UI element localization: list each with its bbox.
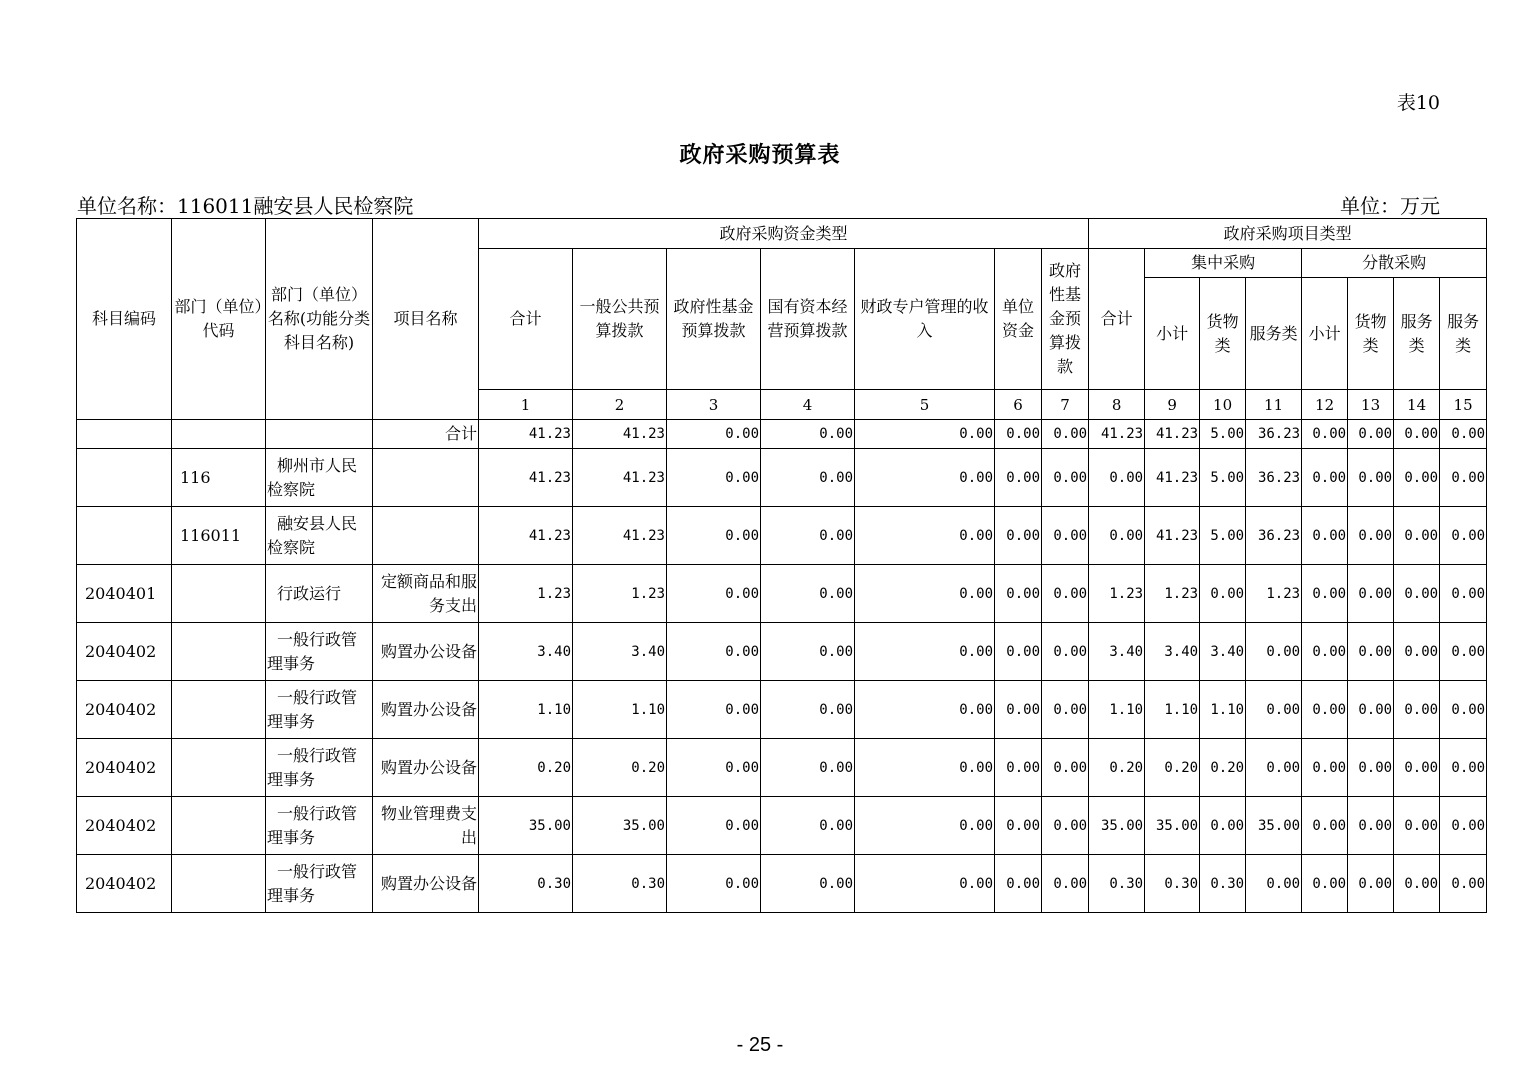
value-cell: 0.00	[995, 623, 1042, 681]
subject-code-cell: 2040402	[77, 797, 172, 855]
value-cell: 0.00	[761, 623, 855, 681]
dept-name-cell: 一般行政管理事务	[266, 739, 373, 797]
column-number: 11	[1246, 390, 1302, 420]
value-cell: 0.00	[1246, 681, 1302, 739]
value-cell: 41.23	[1145, 449, 1200, 507]
value-cell: 1.10	[1200, 681, 1246, 739]
header-general-budget: 一般公共预算拨款	[573, 249, 667, 390]
value-cell: 0.00	[1440, 681, 1487, 739]
value-cell: 0.00	[1302, 449, 1348, 507]
value-cell: 35.00	[573, 797, 667, 855]
value-cell: 0.30	[1145, 855, 1200, 913]
value-cell: 0.00	[1394, 681, 1440, 739]
value-cell: 0.00	[1394, 565, 1440, 623]
value-cell: 0.00	[1348, 507, 1394, 565]
value-cell: 0.00	[995, 565, 1042, 623]
value-cell: 0.00	[1348, 739, 1394, 797]
value-cell: 0.00	[1042, 507, 1089, 565]
header-scattered-services-2: 服务类	[1440, 278, 1487, 390]
dept-name-cell: 一般行政管理事务	[266, 623, 373, 681]
value-cell: 0.00	[855, 507, 995, 565]
value-cell: 0.00	[1302, 507, 1348, 565]
value-cell: 0.00	[995, 739, 1042, 797]
dept-code-cell	[172, 623, 266, 681]
project-name-cell: 合计	[373, 420, 479, 449]
project-name-cell	[373, 449, 479, 507]
value-cell: 41.23	[1089, 420, 1145, 449]
value-cell: 0.00	[1394, 739, 1440, 797]
value-cell: 1.23	[1246, 565, 1302, 623]
dept-name-cell	[266, 420, 373, 449]
table-body	[77, 219, 1487, 913]
value-cell: 0.00	[1440, 623, 1487, 681]
value-cell: 1.10	[1145, 681, 1200, 739]
value-cell: 0.00	[855, 855, 995, 913]
value-cell: 0.00	[1394, 449, 1440, 507]
value-cell: 0.00	[1394, 623, 1440, 681]
header-centralized: 集中采购	[1145, 249, 1302, 278]
value-cell: 41.23	[479, 507, 573, 565]
value-cell: 0.00	[667, 855, 761, 913]
dept-code-cell: 116011	[172, 507, 266, 565]
value-cell: 0.00	[1302, 565, 1348, 623]
value-cell: 1.23	[479, 565, 573, 623]
value-cell: 0.00	[667, 623, 761, 681]
value-cell: 41.23	[479, 449, 573, 507]
column-number: 6	[995, 390, 1042, 420]
value-cell: 0.00	[995, 797, 1042, 855]
column-number: 7	[1042, 390, 1089, 420]
value-cell: 1.23	[1089, 565, 1145, 623]
value-cell: 0.20	[479, 739, 573, 797]
value-cell: 0.00	[1302, 855, 1348, 913]
header-scattered-goods: 货物类	[1348, 278, 1394, 390]
header-fund-total: 合计	[479, 249, 573, 390]
subject-code-cell: 2040402	[77, 855, 172, 913]
value-cell: 36.23	[1246, 449, 1302, 507]
header-scattered-subtotal: 小计	[1302, 278, 1348, 390]
header-project-name: 项目名称	[373, 219, 479, 420]
dept-code-cell	[172, 739, 266, 797]
value-cell: 0.00	[1394, 507, 1440, 565]
value-cell: 0.00	[855, 623, 995, 681]
value-cell: 5.00	[1200, 507, 1246, 565]
value-cell: 0.00	[761, 855, 855, 913]
value-cell: 35.00	[1246, 797, 1302, 855]
header-state-capital: 国有资本经营预算拨款	[761, 249, 855, 390]
header-dept-code: 部门（单位）代码	[172, 219, 266, 420]
value-cell: 0.00	[995, 681, 1042, 739]
value-cell: 0.00	[1042, 420, 1089, 449]
value-cell: 0.00	[1042, 565, 1089, 623]
dept-name-cell: 融安县人民检察院	[266, 507, 373, 565]
subject-code-cell	[77, 420, 172, 449]
dept-code-cell	[172, 797, 266, 855]
header-gov-fund: 政府性基金预算拨款	[667, 249, 761, 390]
value-cell: 0.00	[667, 420, 761, 449]
value-cell: 1.10	[573, 681, 667, 739]
value-cell: 1.10	[1089, 681, 1145, 739]
column-number: 2	[573, 390, 667, 420]
column-number: 13	[1348, 390, 1394, 420]
value-cell: 0.00	[1394, 855, 1440, 913]
header-centralized-services: 服务类	[1246, 278, 1302, 390]
table-row	[77, 855, 1487, 913]
value-cell: 0.00	[995, 507, 1042, 565]
value-cell: 0.20	[1145, 739, 1200, 797]
table-row	[77, 739, 1487, 797]
table-row	[77, 681, 1487, 739]
value-cell: 41.23	[573, 420, 667, 449]
value-cell: 0.00	[1348, 623, 1394, 681]
value-cell: 0.00	[1348, 797, 1394, 855]
unit-label: 单位：万元	[1340, 194, 1440, 218]
value-cell: 0.00	[1042, 681, 1089, 739]
subject-code-cell: 2040402	[77, 739, 172, 797]
value-cell: 0.20	[1200, 739, 1246, 797]
header-fund-type-group: 政府采购资金类型	[479, 219, 1089, 249]
header-dept-name: 部门（单位）名称(功能分类科目名称)	[266, 219, 373, 420]
value-cell: 0.00	[1302, 797, 1348, 855]
table-row	[77, 797, 1487, 855]
value-cell: 0.20	[1089, 739, 1145, 797]
column-number: 4	[761, 390, 855, 420]
dept-code-cell	[172, 565, 266, 623]
value-cell: 0.00	[1440, 507, 1487, 565]
value-cell: 3.40	[1200, 623, 1246, 681]
value-cell: 0.00	[761, 739, 855, 797]
value-cell: 5.00	[1200, 420, 1246, 449]
value-cell: 0.00	[667, 739, 761, 797]
value-cell: 0.00	[761, 565, 855, 623]
value-cell: 0.00	[855, 681, 995, 739]
value-cell: 0.00	[1200, 797, 1246, 855]
value-cell: 0.00	[1440, 449, 1487, 507]
value-cell: 0.00	[761, 449, 855, 507]
procurement-budget-table	[76, 218, 1487, 913]
header-centralized-subtotal: 小计	[1145, 278, 1200, 390]
header-unit-funds: 单位资金	[995, 249, 1042, 390]
value-cell: 0.00	[855, 420, 995, 449]
subject-code-cell: 2040401	[77, 565, 172, 623]
value-cell: 0.30	[573, 855, 667, 913]
value-cell: 3.40	[573, 623, 667, 681]
value-cell: 0.00	[761, 420, 855, 449]
header-project-total: 合计	[1089, 249, 1145, 390]
value-cell: 0.00	[1246, 739, 1302, 797]
value-cell: 0.00	[1042, 855, 1089, 913]
project-name-cell: 购置办公设备	[373, 855, 479, 913]
value-cell: 3.40	[479, 623, 573, 681]
column-number: 15	[1440, 390, 1487, 420]
value-cell: 0.00	[1348, 681, 1394, 739]
header-scattered: 分散采购	[1302, 249, 1487, 278]
value-cell: 0.00	[1200, 565, 1246, 623]
value-cell: 0.00	[1440, 420, 1487, 449]
value-cell: 0.00	[1394, 420, 1440, 449]
project-name-cell: 定额商品和服务支出	[373, 565, 479, 623]
value-cell: 0.00	[667, 797, 761, 855]
value-cell: 0.00	[1302, 420, 1348, 449]
project-name-cell	[373, 507, 479, 565]
value-cell: 3.40	[1145, 623, 1200, 681]
value-cell: 0.00	[1348, 565, 1394, 623]
value-cell: 0.00	[1348, 449, 1394, 507]
project-name-cell: 购置办公设备	[373, 623, 479, 681]
value-cell: 0.20	[573, 739, 667, 797]
dept-name-cell: 柳州市人民检察院	[266, 449, 373, 507]
value-cell: 0.00	[761, 797, 855, 855]
project-name-cell: 物业管理费支出	[373, 797, 479, 855]
value-cell: 35.00	[1145, 797, 1200, 855]
value-cell: 0.00	[1042, 739, 1089, 797]
value-cell: 0.00	[1089, 507, 1145, 565]
column-number: 9	[1145, 390, 1200, 420]
page-number: - 25 -	[736, 1034, 784, 1056]
value-cell: 0.00	[761, 507, 855, 565]
value-cell: 0.00	[1089, 449, 1145, 507]
value-cell: 0.00	[1246, 855, 1302, 913]
column-number: 3	[667, 390, 761, 420]
value-cell: 0.00	[667, 565, 761, 623]
column-number: 12	[1302, 390, 1348, 420]
dept-name-cell: 行政运行	[266, 565, 373, 623]
table-row	[77, 623, 1487, 681]
subject-code-cell: 2040402	[77, 681, 172, 739]
value-cell: 0.00	[667, 449, 761, 507]
header-centralized-goods: 货物类	[1200, 278, 1246, 390]
value-cell: 36.23	[1246, 420, 1302, 449]
value-cell: 0.00	[1302, 739, 1348, 797]
value-cell: 0.00	[1042, 623, 1089, 681]
value-cell: 41.23	[479, 420, 573, 449]
table-row	[77, 507, 1487, 565]
unit-name: 单位名称：116011融安县人民检察院	[77, 194, 414, 218]
table-row	[77, 565, 1487, 623]
value-cell: 0.00	[995, 855, 1042, 913]
value-cell: 0.00	[1042, 797, 1089, 855]
header-gov-fund-budget: 政府性基金预算拨款	[1042, 249, 1089, 390]
value-cell: 0.30	[1089, 855, 1145, 913]
value-cell: 1.23	[573, 565, 667, 623]
value-cell: 0.00	[1440, 739, 1487, 797]
value-cell: 0.00	[995, 420, 1042, 449]
header-scattered-services-1: 服务类	[1394, 278, 1440, 390]
table-row	[77, 420, 1487, 449]
value-cell: 1.23	[1145, 565, 1200, 623]
dept-name-cell: 一般行政管理事务	[266, 797, 373, 855]
value-cell: 1.10	[479, 681, 573, 739]
dept-code-cell	[172, 855, 266, 913]
page-title: 政府采购预算表	[679, 142, 841, 168]
header-project-type-group: 政府采购项目类型	[1089, 219, 1487, 249]
value-cell: 0.00	[1440, 565, 1487, 623]
value-cell: 0.00	[1246, 623, 1302, 681]
value-cell: 0.00	[855, 739, 995, 797]
value-cell: 0.30	[1200, 855, 1246, 913]
value-cell: 41.23	[1145, 420, 1200, 449]
value-cell: 0.00	[1440, 855, 1487, 913]
value-cell: 0.00	[761, 681, 855, 739]
value-cell: 0.00	[1348, 855, 1394, 913]
value-cell: 0.00	[855, 449, 995, 507]
value-cell: 5.00	[1200, 449, 1246, 507]
value-cell: 0.00	[1394, 797, 1440, 855]
table-row	[77, 449, 1487, 507]
project-name-cell: 购置办公设备	[373, 681, 479, 739]
value-cell: 0.00	[855, 797, 995, 855]
subject-code-cell: 2040402	[77, 623, 172, 681]
value-cell: 0.00	[667, 507, 761, 565]
column-number: 10	[1200, 390, 1246, 420]
value-cell: 0.00	[855, 565, 995, 623]
value-cell: 0.30	[479, 855, 573, 913]
dept-name-cell: 一般行政管理事务	[266, 681, 373, 739]
value-cell: 0.00	[1440, 797, 1487, 855]
value-cell: 0.00	[995, 449, 1042, 507]
column-number: 8	[1089, 390, 1145, 420]
column-number: 1	[479, 390, 573, 420]
subject-code-cell	[77, 449, 172, 507]
value-cell: 36.23	[1246, 507, 1302, 565]
value-cell: 0.00	[1042, 449, 1089, 507]
value-cell: 41.23	[1145, 507, 1200, 565]
column-number: 14	[1394, 390, 1440, 420]
value-cell: 0.00	[1302, 623, 1348, 681]
table-number: 表10	[1396, 92, 1440, 114]
dept-name-cell: 一般行政管理事务	[266, 855, 373, 913]
subject-code-cell	[77, 507, 172, 565]
value-cell: 41.23	[573, 449, 667, 507]
dept-code-cell	[172, 420, 266, 449]
value-cell: 35.00	[479, 797, 573, 855]
project-name-cell: 购置办公设备	[373, 739, 479, 797]
value-cell: 0.00	[1348, 420, 1394, 449]
column-number: 5	[855, 390, 995, 420]
value-cell: 0.00	[667, 681, 761, 739]
dept-code-cell	[172, 681, 266, 739]
value-cell: 41.23	[573, 507, 667, 565]
value-cell: 35.00	[1089, 797, 1145, 855]
value-cell: 0.00	[1302, 681, 1348, 739]
dept-code-cell: 116	[172, 449, 266, 507]
header-special-income: 财政专户管理的收入	[855, 249, 995, 390]
value-cell: 3.40	[1089, 623, 1145, 681]
header-subject-code: 科目编码	[77, 219, 172, 420]
